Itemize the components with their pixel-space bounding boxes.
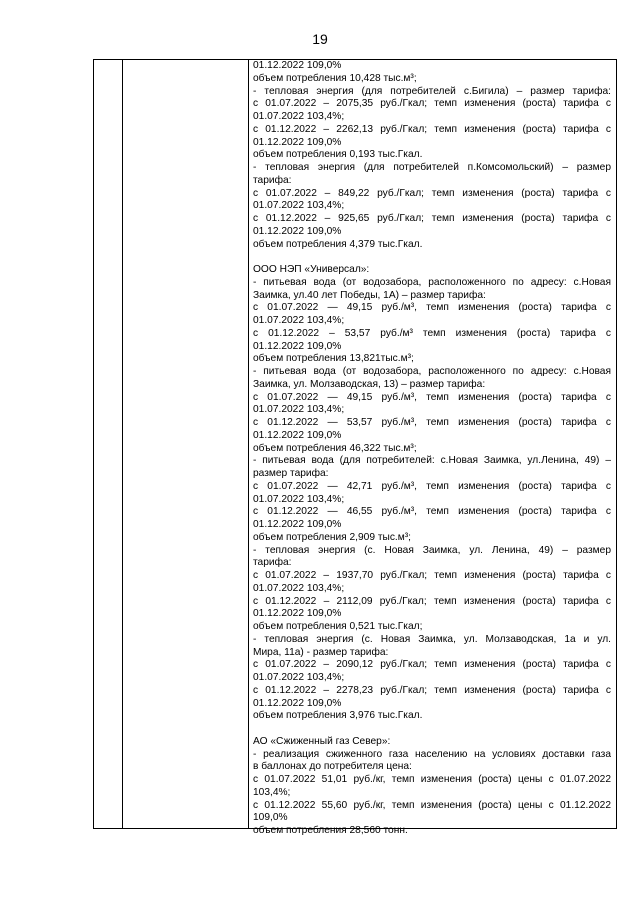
tariff-text-cell <box>253 60 611 838</box>
text-line: 01.12.2022 109,0% <box>253 697 342 709</box>
text-line: - реализация сжиженного газа населению на условиях доставки газа <box>253 748 611 760</box>
text-line: 01.07.2022 103,4%; <box>253 111 345 122</box>
text-line: с 01.07.2022 – 2075,35 руб./Гкал; темп изменения (роста) тарифа с <box>253 98 611 110</box>
text-line: объем потребления 4,379 тыс.Гкал. <box>253 238 423 250</box>
text-line: - тепловая энергия (с. Новая Заимка, ул. Ленина, 49) – размер <box>253 544 611 556</box>
text-line: 01.07.2022 103,4%; <box>253 493 345 505</box>
page-number: 19 <box>312 31 328 47</box>
column-divider-1 <box>122 60 123 828</box>
text-line: с 01.12.2022 — 53,57 руб./м³, темп изменения (роста) тарифа с <box>253 417 611 428</box>
text-line: объем потребления 0,193 тыс.Гкал. <box>253 149 423 161</box>
text-line: - тепловая энергия (для потребителей с.Бигила) – размер тарифа: <box>253 85 611 97</box>
text-line: 01.07.2022 103,4%; <box>253 582 345 594</box>
text-line: с 01.12.2022 55,60 руб./кг, темп изменения (роста) цены с 01.12.2022 <box>253 799 611 811</box>
text-line: АО «Сжиженный газ Север»: <box>253 735 391 747</box>
text-line: 01.12.2022 109,0% <box>253 60 342 71</box>
text-line: объем потребления 3,976 тыс.Гкал. <box>253 710 423 722</box>
text-line: - питьевая вода (для потребителей: с.Новая Заимка, ул.Ленина, 49) – <box>253 455 611 467</box>
text-line: с 01.12.2022 – 925,65 руб./Гкал; темп изменения (роста) тарифа с <box>253 213 611 224</box>
text-line: размер тарифа: <box>253 468 329 479</box>
text-line: 01.07.2022 103,4%; <box>253 200 345 212</box>
text-line: объем потребления 13,821тыс.м³; <box>253 353 414 365</box>
text-line: с 01.12.2022 — 46,55 руб./м³, темп изменения (роста) тарифа с <box>253 506 611 518</box>
organization-block <box>253 264 611 723</box>
text-line: 01.07.2022 103,4%; <box>253 315 345 326</box>
text-line: - тепловая энергия (для потребителей п.Комсомольский) – размер <box>253 162 611 173</box>
text-line: тарифа: <box>253 557 292 569</box>
text-line: с 01.12.2022 – 53,57 руб./м³ темп изменения (роста) тарифа с <box>253 327 611 339</box>
text-line: объем потребления 0,521 тыс.Гкал; <box>253 621 423 632</box>
text-line: объем потребления 46,322 тыс.м³; <box>253 442 417 454</box>
text-line: 01.12.2022 109,0% <box>253 608 342 620</box>
text-line: с 01.07.2022 – 2090,12 руб./Гкал; темп изменения (роста) тарифа с <box>253 659 611 671</box>
text-line: 01.07.2022 103,4%; <box>253 672 345 683</box>
block-spacer <box>253 723 611 736</box>
text-line: 01.12.2022 109,0% <box>253 340 342 352</box>
text-line: 01.12.2022 109,0% <box>253 225 342 237</box>
text-line: с 01.12.2022 – 2262,13 руб./Гкал; темп изменения (роста) тарифа с <box>253 123 611 135</box>
text-line: объем потребления 10,428 тыс.м³; <box>253 72 417 84</box>
text-line: 01.12.2022 109,0% <box>253 136 342 148</box>
text-line: - питьевая вода (от водозабора, расположенного по адресу: с.Новая <box>253 366 611 377</box>
organization-block <box>253 60 611 251</box>
text-line: 103,4%; <box>253 786 291 798</box>
block-spacer <box>253 251 611 264</box>
text-line: с 01.07.2022 – 849,22 руб./Гкал; темп изменения (роста) тарифа с <box>253 187 611 199</box>
text-line: с 01.07.2022 — 49,15 руб./м³, темп изменения (роста) тарифа с <box>253 302 611 314</box>
text-line: объем потребления 28,560 тонн. <box>253 825 408 836</box>
text-line: ООО НЭП «Универсал»: <box>253 264 370 275</box>
text-line: 01.07.2022 103,4%; <box>253 404 345 416</box>
text-line: с 01.07.2022 — 49,15 руб./м³, темп изменения (роста) тарифа с <box>253 391 611 403</box>
text-line: с 01.07.2022 — 42,71 руб./м³, темп изменения (роста) тарифа с <box>253 480 611 492</box>
text-line: с 01.07.2022 51,01 руб./кг, темп изменения (роста) цены с 01.07.2022 <box>253 774 611 785</box>
text-line: 01.12.2022 109,0% <box>253 519 342 530</box>
text-line: в баллонах до потребителя цена: <box>253 761 412 773</box>
text-line: Заимка, ул. Молзаводская, 13) – размер тарифа: <box>253 378 486 390</box>
text-line: - питьевая вода (от водозабора, расположенного по адресу: с.Новая <box>253 276 611 288</box>
organization-block <box>253 736 611 838</box>
column-divider-2 <box>248 60 249 828</box>
text-line: Заимка, ул.40 лет Победы, 1А) – размер тарифа: <box>253 289 486 301</box>
text-line: - тепловая энергия (с. Новая Заимка, ул. Молзаводская, 1а и ул. <box>253 633 611 645</box>
text-line: тарифа: <box>253 174 292 186</box>
text-line: 01.12.2022 109,0% <box>253 429 342 441</box>
text-line: с 01.07.2022 – 1937,70 руб./Гкал; темп изменения (роста) тарифа с <box>253 570 611 581</box>
text-line: 109,0% <box>253 812 288 824</box>
text-line: с 01.12.2022 – 2112,09 руб./Гкал; темп изменения (роста) тарифа с <box>253 595 611 607</box>
text-line: Мира, 11а) - размер тарифа: <box>253 646 389 658</box>
text-line: с 01.12.2022 – 2278,23 руб./Гкал; темп изменения (роста) тарифа с <box>253 684 611 696</box>
text-line: объем потребления 2,909 тыс.м³; <box>253 531 411 543</box>
